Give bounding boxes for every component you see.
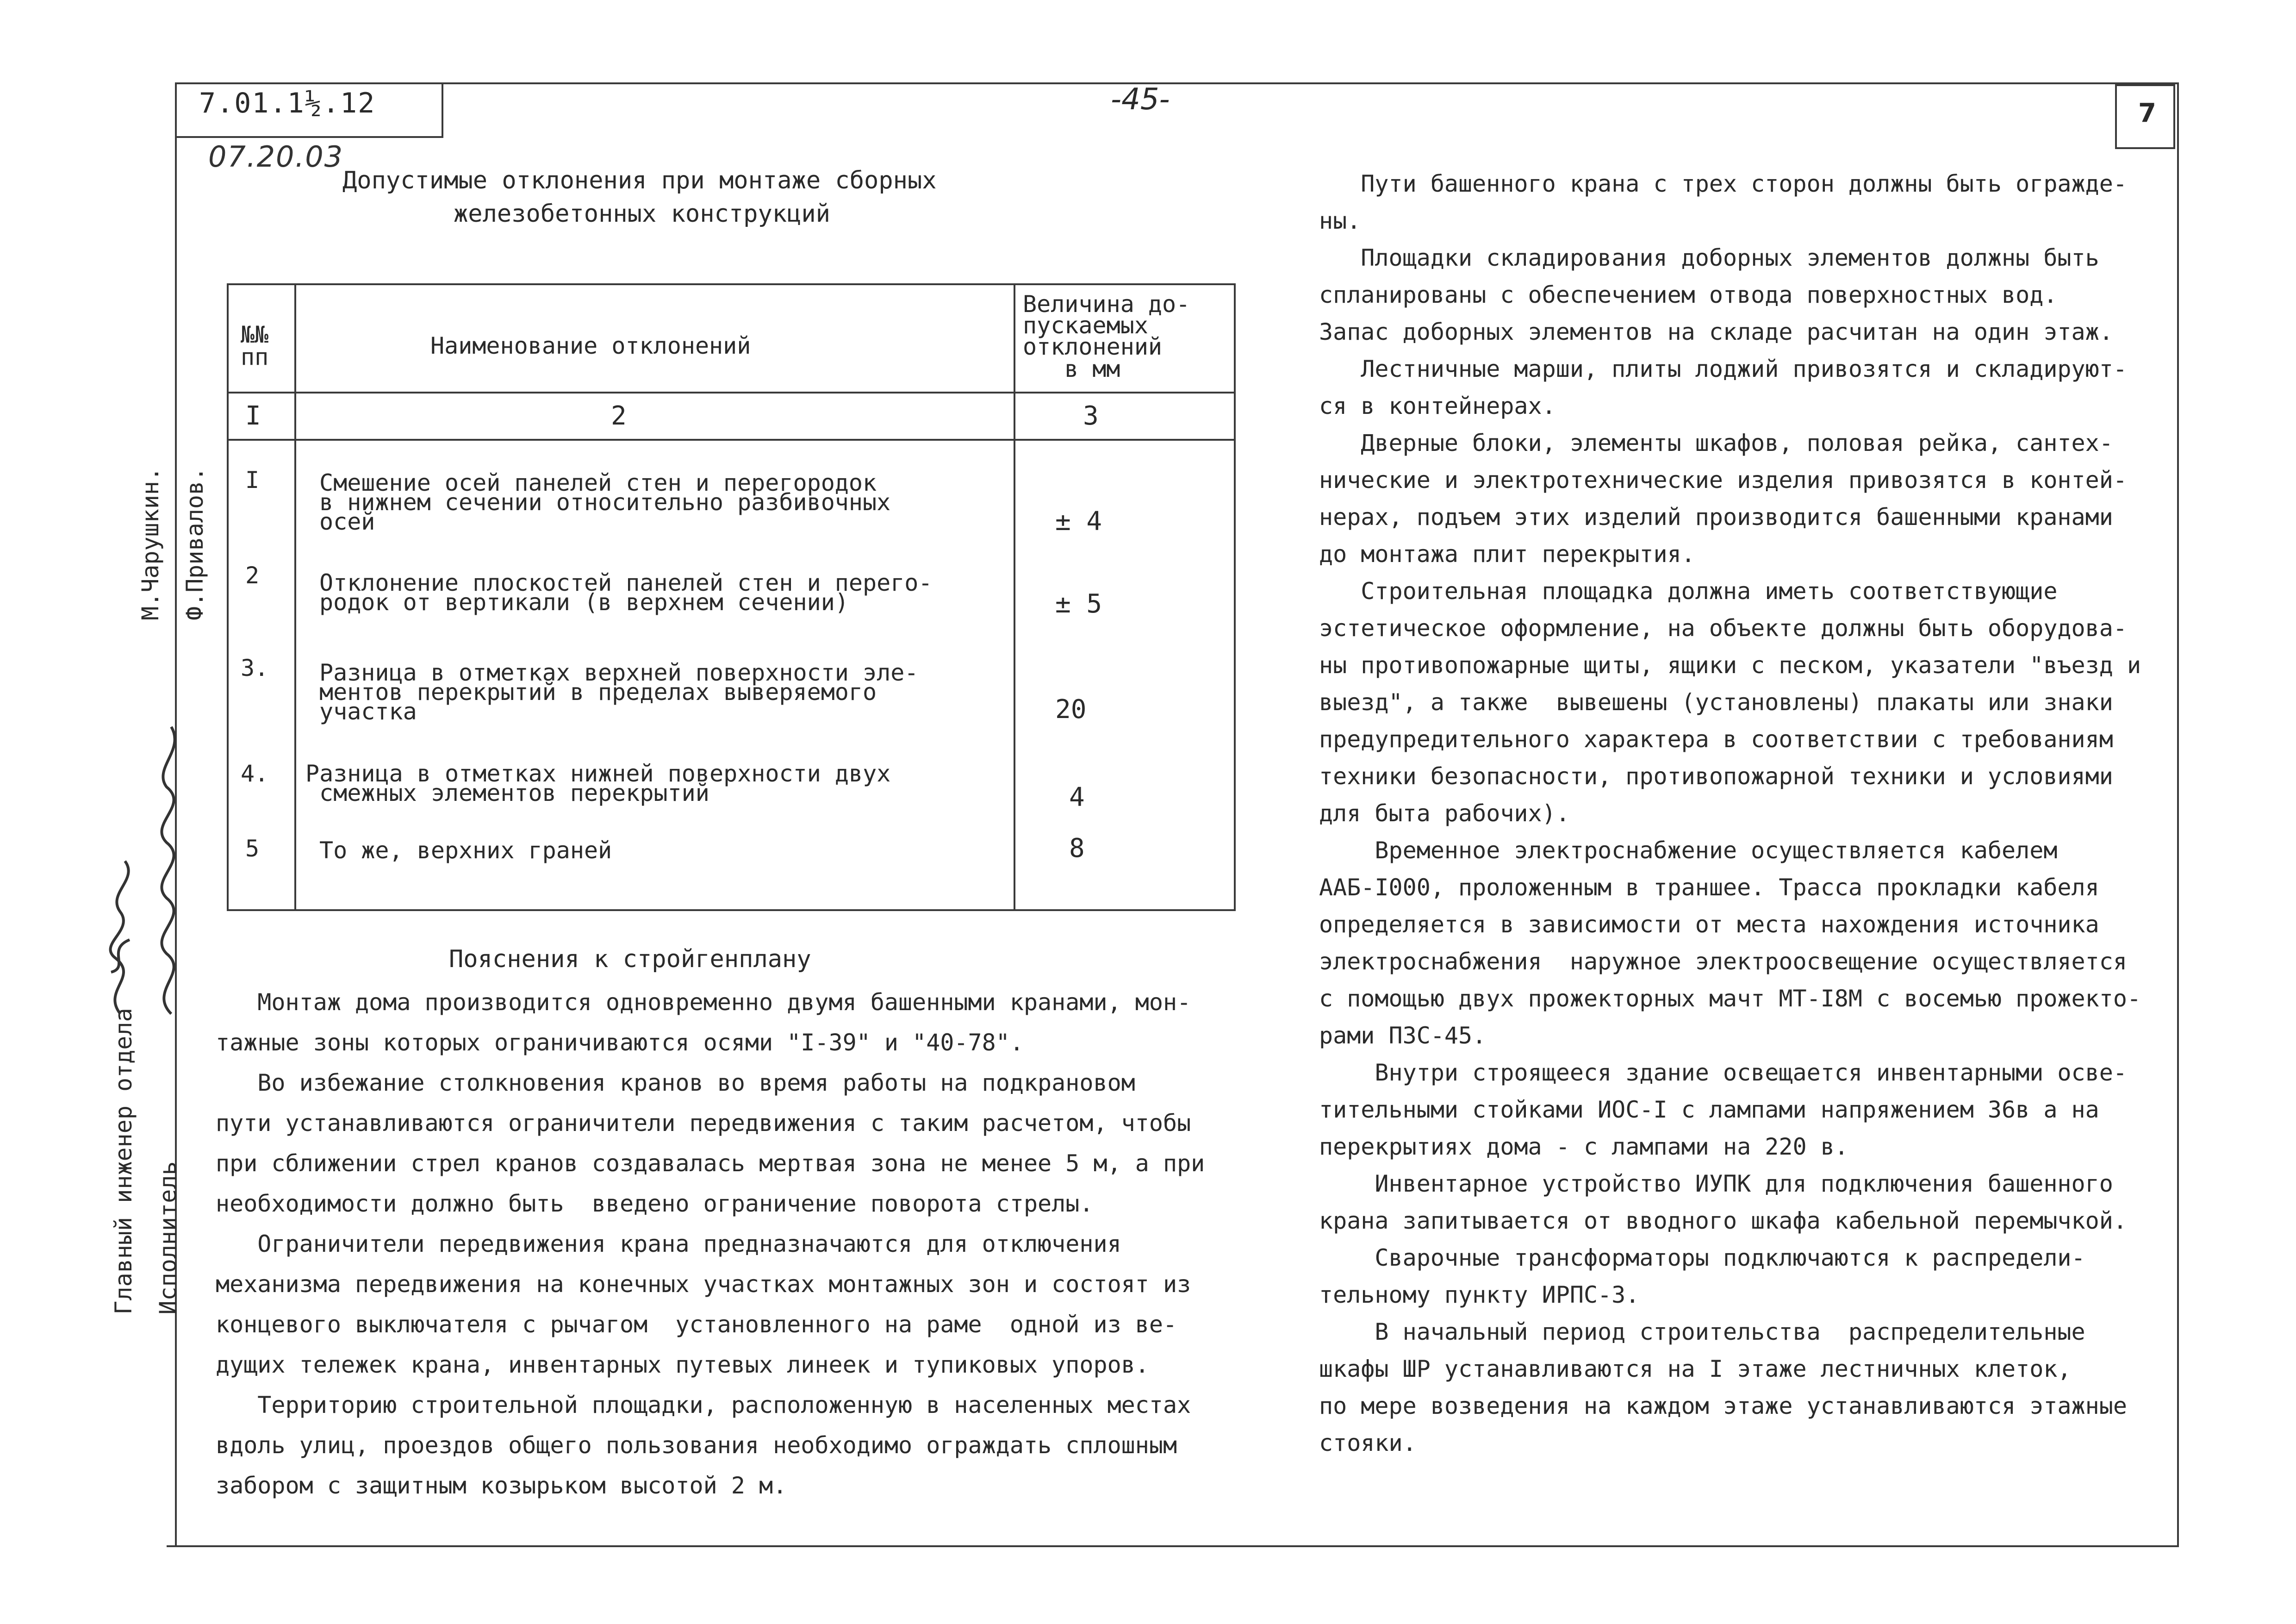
right-text-line: Временное электроснабжение осуществляется кабелем xyxy=(1319,837,2058,864)
col-number-3: 3 xyxy=(1083,401,1099,431)
doc-code: 7.01.1½.12 xyxy=(199,87,376,119)
right-text-line: Запас доборных элементов на складе расчитан на один этаж. xyxy=(1319,319,2113,345)
explanation-line: Во избежание столкновения кранов во время работы на подкрановом xyxy=(216,1069,1135,1096)
table-row-5-value: 8 xyxy=(1069,833,1085,863)
table-row-1-name-3: осей xyxy=(319,508,375,535)
col-number-2: 2 xyxy=(611,401,627,431)
chief-engineer-label: Главный инженер отдела xyxy=(110,1008,137,1315)
right-text-line: с помощью двух прожекторных мачт МТ-I8М с восемью прожекто- xyxy=(1319,985,2141,1012)
table-row-2-name-2: родок от вертикали (в верхнем сечении) xyxy=(319,589,849,616)
executor-name: Ф.Привалов. xyxy=(181,467,208,620)
right-text-line: нерах, подъем этих изделий производится башенными кранами xyxy=(1319,504,2113,531)
explanation-line: необходимости должно быть введено ограничение поворота стрелы. xyxy=(216,1190,1094,1217)
header-name: Наименование отклонений xyxy=(430,332,751,359)
right-text-line: ся в контейнерах. xyxy=(1319,393,1556,419)
table-row-4-value: 4 xyxy=(1069,782,1085,812)
frame-top-line xyxy=(175,82,2179,84)
handwritten-code: 07.20.03 xyxy=(208,140,344,174)
right-text-line: предупредительного характера в соответствии с требованиям xyxy=(1319,726,2113,753)
right-text-line: выезд", а также вывешены (установлены) плакаты или знаки xyxy=(1319,689,2113,716)
right-text-line: электроснабжения наружное электроосвещение осуществляется xyxy=(1319,948,2127,975)
right-text-line: ны противопожарные щиты, ящики с песком, указатели "въезд и xyxy=(1319,652,2141,679)
table-row-4-num: 4. xyxy=(241,760,269,787)
table-border-bottom xyxy=(227,909,1236,911)
table-row-2-name-1: Отклонение плоскостей панелей стен и перего- xyxy=(319,569,933,596)
sheet-number: 7 xyxy=(2138,98,2156,128)
right-text-line: ны. xyxy=(1319,207,1361,234)
table-row-1-num: I xyxy=(245,467,260,493)
chief-engineer-name: М.Чарушкин. xyxy=(137,467,164,620)
right-text-line: техники безопасности, противопожарной техники и условиями xyxy=(1319,763,2113,790)
right-text-line: нические и электротехнические изделия привозятся в контей- xyxy=(1319,467,2127,493)
table-row-2-num: 2 xyxy=(245,562,260,589)
right-text-line: перекрытиях дома - с лампами на 220 в. xyxy=(1319,1133,1848,1160)
right-text-line: эстетическое оформление, на объекте должны быть оборудова- xyxy=(1319,615,2127,642)
header-num-line-1: №№ xyxy=(241,321,269,348)
explanation-line: Ограничители передвижения крана предназначаются для отключения xyxy=(216,1230,1121,1257)
table-colnum-divider xyxy=(227,439,1236,441)
table-row-2-value: ± 5 xyxy=(1055,589,1102,619)
right-text-line: до монтажа плит перекрытия. xyxy=(1319,541,1695,568)
table-row-5-name-1: То же, верхних граней xyxy=(319,837,612,864)
col-number-1: I xyxy=(245,401,261,431)
page-number: -45- xyxy=(1111,82,1170,117)
right-text-line: ААБ-I000, проложенным в траншее. Трасса прокладки кабеля xyxy=(1319,874,2099,901)
table-row-4-name-2: смежных элементов перекрытий xyxy=(319,780,709,806)
header-value-line-1: Величина до- xyxy=(1023,291,1190,318)
explanation-line: тажные зоны которых ограничиваются осями "I-39" и "40-78". xyxy=(216,1029,1024,1056)
right-text-line: Лестничные марши, плиты лоджий привозятся и складируют- xyxy=(1319,356,2127,382)
explanation-line: дущих тележек крана, инвентарных путевых линеек и тупиковых упоров. xyxy=(216,1351,1149,1378)
table-border-top xyxy=(227,283,1236,285)
right-text-line: тительными стойками ИОС-I с лампами напряжением 36в а на xyxy=(1319,1096,2099,1123)
table-row-1-name-1: Смешение осей панелей стен и перегородок xyxy=(319,469,877,496)
table-row-3-name-1: Разница в отметках верхней поверхности эле- xyxy=(319,659,919,686)
table-col-divider-1 xyxy=(294,283,296,911)
right-text-line: стояки. xyxy=(1319,1430,1417,1456)
table-header-divider xyxy=(227,392,1236,394)
table-row-5-num: 5 xyxy=(245,835,260,862)
right-text-line: крана запитывается от вводного шкафа кабельной перемычкой. xyxy=(1319,1207,2127,1234)
right-text-line: Сварочные трансформаторы подключаются к распредели- xyxy=(1319,1244,2085,1271)
right-text-line: тельному пункту ИРПС-3. xyxy=(1319,1281,1640,1308)
table-row-3-value: 20 xyxy=(1055,694,1087,725)
table-row-3-name-3: участка xyxy=(319,698,417,725)
frame-bottom-line xyxy=(167,1545,2179,1547)
explanation-line: пути устанавливаются ограничители передвижения с таким расчетом, чтобы xyxy=(216,1110,1191,1137)
explanation-line: Монтаж дома производится одновременно двумя башенными кранами, мон- xyxy=(216,989,1191,1016)
right-text-line: Инвентарное устройство ИУПК для подключения башенного xyxy=(1319,1170,2113,1197)
table-row-1-name-2: в нижнем сечении относительно разбивочных xyxy=(319,489,891,516)
explanations-heading: Пояснения к стройгенплану xyxy=(449,945,811,973)
right-text-line: шкафы ШР устанавливаются на I этаже лестничных клеток, xyxy=(1319,1355,2072,1382)
explanation-line: концевого выключателя с рычагом установленного на раме одной из ве- xyxy=(216,1311,1177,1338)
explanation-line: забором с защитным козырьком высотой 2 м. xyxy=(216,1472,787,1499)
table-title-line-1: Допустимые отклонения при монтаже сборных xyxy=(342,167,937,194)
explanation-line: при сближении стрел кранов создавалась мертвая зона не менее 5 м, а при xyxy=(216,1150,1205,1177)
right-text-line: Пути башенного крана с трех сторон должны быть огражде- xyxy=(1319,170,2127,197)
executor-label: Исполнитель xyxy=(155,1161,181,1315)
table-row-4-name-1: Разница в отметках нижней поверхности двух xyxy=(305,760,891,787)
right-text-line: по мере возведения на каждом этаже устанавливаются этажные xyxy=(1319,1393,2127,1419)
header-value-line-4: в мм xyxy=(1064,356,1120,382)
right-text-line: для быта рабочих). xyxy=(1319,800,1570,827)
header-num-line-2: пп xyxy=(241,344,269,370)
right-text-line: Строительная площадка должна иметь соответствующие xyxy=(1319,578,2058,605)
executor-signature xyxy=(139,722,199,1018)
table-row-3-name-2: ментов перекрытий в пределах выверяемого xyxy=(319,679,877,706)
table-row-3-num: 3. xyxy=(241,655,269,681)
right-text-line: Дверные блоки, элементы шкафов, половая рейка, сантех- xyxy=(1319,430,2113,456)
right-text-line: Внутри строящееся здание освещается инвентарными осве- xyxy=(1319,1059,2127,1086)
right-text-line: определяется в зависимости от места нахождения источника xyxy=(1319,911,2099,938)
table-border-left xyxy=(227,283,229,911)
right-text-line: рами ПЗС-45. xyxy=(1319,1022,1487,1049)
explanation-line: вдоль улиц, проездов общего пользования необходимо ограждать сплошным xyxy=(216,1432,1177,1459)
right-text-line: В начальный период строительства распределительные xyxy=(1319,1318,2085,1345)
header-value-line-3: отклонений xyxy=(1023,333,1163,360)
explanation-line: механизма передвижения на конечных участках монтажных зон и состоят из xyxy=(216,1271,1191,1298)
frame-right-line xyxy=(2177,82,2179,1546)
explanation-line: Территорию строительной площадки, расположенную в населенных местах xyxy=(216,1392,1191,1418)
header-value-line-2: пускаемых xyxy=(1023,312,1148,339)
right-text-line: Площадки складирования доборных элементов должны быть xyxy=(1319,244,2099,271)
right-text-line: спланированы с обеспечением отвода поверхностных вод. xyxy=(1319,281,2058,308)
table-border-right xyxy=(1234,283,1236,911)
table-row-1-value: ± 4 xyxy=(1055,506,1102,537)
table-title-line-2: железобетонных конструкций xyxy=(454,200,830,228)
table-col-divider-2 xyxy=(1014,283,1015,911)
